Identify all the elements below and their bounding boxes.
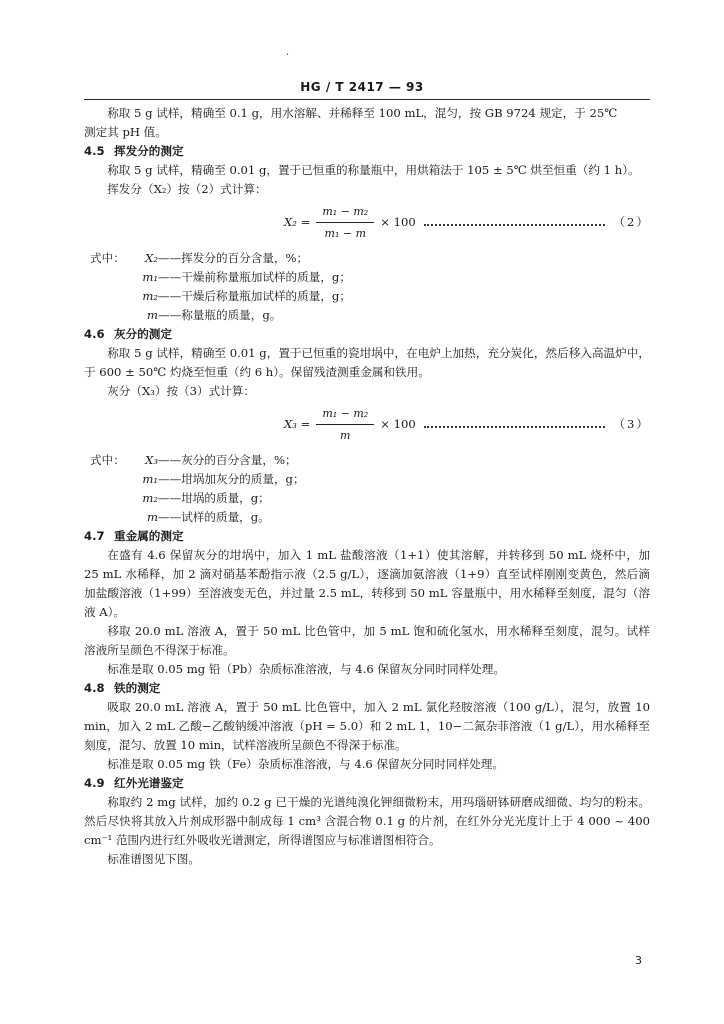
dot-leader <box>424 224 606 226</box>
formula-2-legend <box>84 249 650 325</box>
equation-number: （2） <box>613 214 650 229</box>
legend-row <box>90 470 650 489</box>
formula-multiplier: × 100 <box>380 214 416 229</box>
legend-text: ——挥发分的百分含量，%； <box>158 251 309 265</box>
legend-text: ——干燥后称量瓶加试样的质量，g； <box>158 289 351 303</box>
legend-row <box>90 249 650 268</box>
legend-text: ——坩埚加灰分的质量，g； <box>158 472 305 486</box>
header-rule <box>84 99 650 100</box>
scan-speck: · <box>286 50 290 61</box>
section-number: 4.9 <box>84 776 105 790</box>
legend-symbol: m₂ <box>142 289 158 303</box>
formula-2 <box>84 201 650 243</box>
legend-text: ——坩埚的质量，g； <box>158 491 270 505</box>
section-number: 4.6 <box>84 327 105 341</box>
legend-symbol: m₂ <box>142 491 158 505</box>
section-4-6-para-1: 称取 5 g 试样，精确至 0.01 g，置于已恒重的瓷坩埚中，在电炉上加热，充分炭化，然后移入高温炉中，于 600 ± 50℃ 灼烧至恒重（约 6 h）。保留残渣测重金属和铁用。 <box>84 346 650 379</box>
formula-3 <box>84 403 650 445</box>
section-4-8-para-2: 标准是取 0.05 mg 铁（Fe）杂质标准溶液，与 4.6 保留灰分同时同样处理。 <box>107 757 504 771</box>
legend-row <box>90 508 650 527</box>
section-4-8-heading <box>84 679 650 698</box>
page-header: HG / T 2417 — 93 <box>300 80 424 94</box>
legend-symbol: m <box>147 510 158 524</box>
section-4-7-para-2: 移取 20.0 mL 溶液 A，置于 50 mL 比色管中，加 5 mL 饱和硫化氢水，用水稀释至刻度，混匀。试样溶液所呈颜色不得深于标准。 <box>84 624 650 657</box>
section-4-9-heading <box>84 774 650 793</box>
legend-symbol: m₁ <box>142 270 158 284</box>
legend-row <box>90 306 650 325</box>
formula-3-legend <box>84 451 650 527</box>
where-label: 式中： <box>90 453 125 467</box>
section-4-5-para-1: 称取 5 g 试样，精确至 0.01 g，置于已恒重的称量瓶中，用烘箱法于 105 ± 5℃ 烘至恒重（约 1 h）。 <box>107 163 640 177</box>
formula-lhs: X₃ = <box>284 416 311 431</box>
legend-row <box>90 489 650 508</box>
page-number: 3 <box>635 954 642 967</box>
section-title: 铁的测定 <box>114 681 161 695</box>
legend-text: ——干燥前称量瓶加试样的质量，g； <box>158 270 351 284</box>
section-4-5-para-2: 挥发分（X₂）按（2）式计算： <box>107 182 267 196</box>
section-number: 4.5 <box>84 144 105 158</box>
formula-numerator: m₁ − m₂ <box>316 404 374 425</box>
legend-row <box>90 268 650 287</box>
section-4-9-para-2: 标准谱图见下图。 <box>107 852 200 866</box>
section-4-9-para-1: 称取约 2 mg 试样，加约 0.2 g 已干燥的光谱纯溴化钾细微粉末，用玛瑙研钵研磨成细微、均匀的粉末。然后尽快将其放入片剂成形器中制成每 1 cm³ 含混合物 0.1 g 的片剂，在红外分光光度计上于 4 000 ~ 400 cm⁻¹ 范围内进行红外吸收光谱测定，所得谱图应与标准谱图相符合。 <box>84 795 650 847</box>
section-4-7-heading <box>84 527 650 546</box>
formula-fraction <box>316 202 374 243</box>
intro-line-1: 称取 5 g 试样，精确至 0.1 g，用水溶解、并稀释至 100 mL，混匀，按 GB 9724 规定，于 25℃ <box>107 106 618 120</box>
formula-numerator: m₁ − m₂ <box>316 202 374 223</box>
section-title: 重金属的测定 <box>114 529 184 543</box>
section-4-5-heading <box>84 142 650 161</box>
intro-line-2: 测定其 pH 值。 <box>84 125 167 139</box>
formula-denominator: m₁ − m <box>324 226 366 240</box>
document-body <box>84 104 650 869</box>
legend-symbol: m₁ <box>142 472 158 486</box>
formula-denominator: m <box>340 428 351 442</box>
section-4-6-para-2: 灰分（X₃）按（3）式计算： <box>107 384 255 398</box>
section-number: 4.7 <box>84 529 105 543</box>
section-4-6-heading <box>84 325 650 344</box>
section-4-7-para-1: 在盛有 4.6 保留灰分的坩埚中，加入 1 mL 盐酸溶液（1+1）使其溶解，并转移到 50 mL 烧杯中，加 25 mL 水稀释，加 2 滴对硝基苯酚指示液（2.5 g/L），逐滴加氨溶液（1+9）直至试样刚刚变黄色，然后滴加盐酸溶液（1+99）至溶液变无色，并过量 2.5 mL，转移到 50 mL 容量瓶中，用水稀释至刻度，混匀（溶液 A）。 <box>84 548 650 619</box>
section-title: 红外光谱鉴定 <box>114 776 184 790</box>
where-label: 式中： <box>90 251 125 265</box>
legend-row <box>90 287 650 306</box>
equation-number: （3） <box>613 416 650 431</box>
legend-symbol: X₂ <box>145 251 158 265</box>
legend-text: ——灰分的百分含量，%； <box>158 453 297 467</box>
legend-text: ——称量瓶的质量，g。 <box>158 308 282 322</box>
legend-text: ——试样的质量，g。 <box>158 510 270 524</box>
dot-leader <box>424 426 606 428</box>
section-number: 4.8 <box>84 681 105 695</box>
section-title: 挥发分的测定 <box>114 144 184 158</box>
section-title: 灰分的测定 <box>114 327 172 341</box>
formula-fraction <box>316 404 374 445</box>
section-4-8-para-1: 吸取 20.0 mL 溶液 A，置于 50 mL 比色管中，加入 2 mL 氯化羟胺溶液（100 g/L），混匀，放置 10 min，加入 2 mL 乙酸−乙酸钠缓冲溶液（pH = 5.0）和 2 mL 1，10−二氮杂菲溶液（1 g/L），用水稀释至刻度，混匀、放置 10 min，试样溶液所呈颜色不得深于标准。 <box>84 700 650 752</box>
formula-lhs: X₂ = <box>284 214 311 229</box>
legend-symbol: m <box>147 308 158 322</box>
formula-multiplier: × 100 <box>380 416 416 431</box>
legend-symbol: X₃ <box>145 453 158 467</box>
section-4-7-para-3: 标准是取 0.05 mg 铅（Pb）杂质标准溶液，与 4.6 保留灰分同时同样处理。 <box>107 662 505 676</box>
legend-row <box>90 451 650 470</box>
